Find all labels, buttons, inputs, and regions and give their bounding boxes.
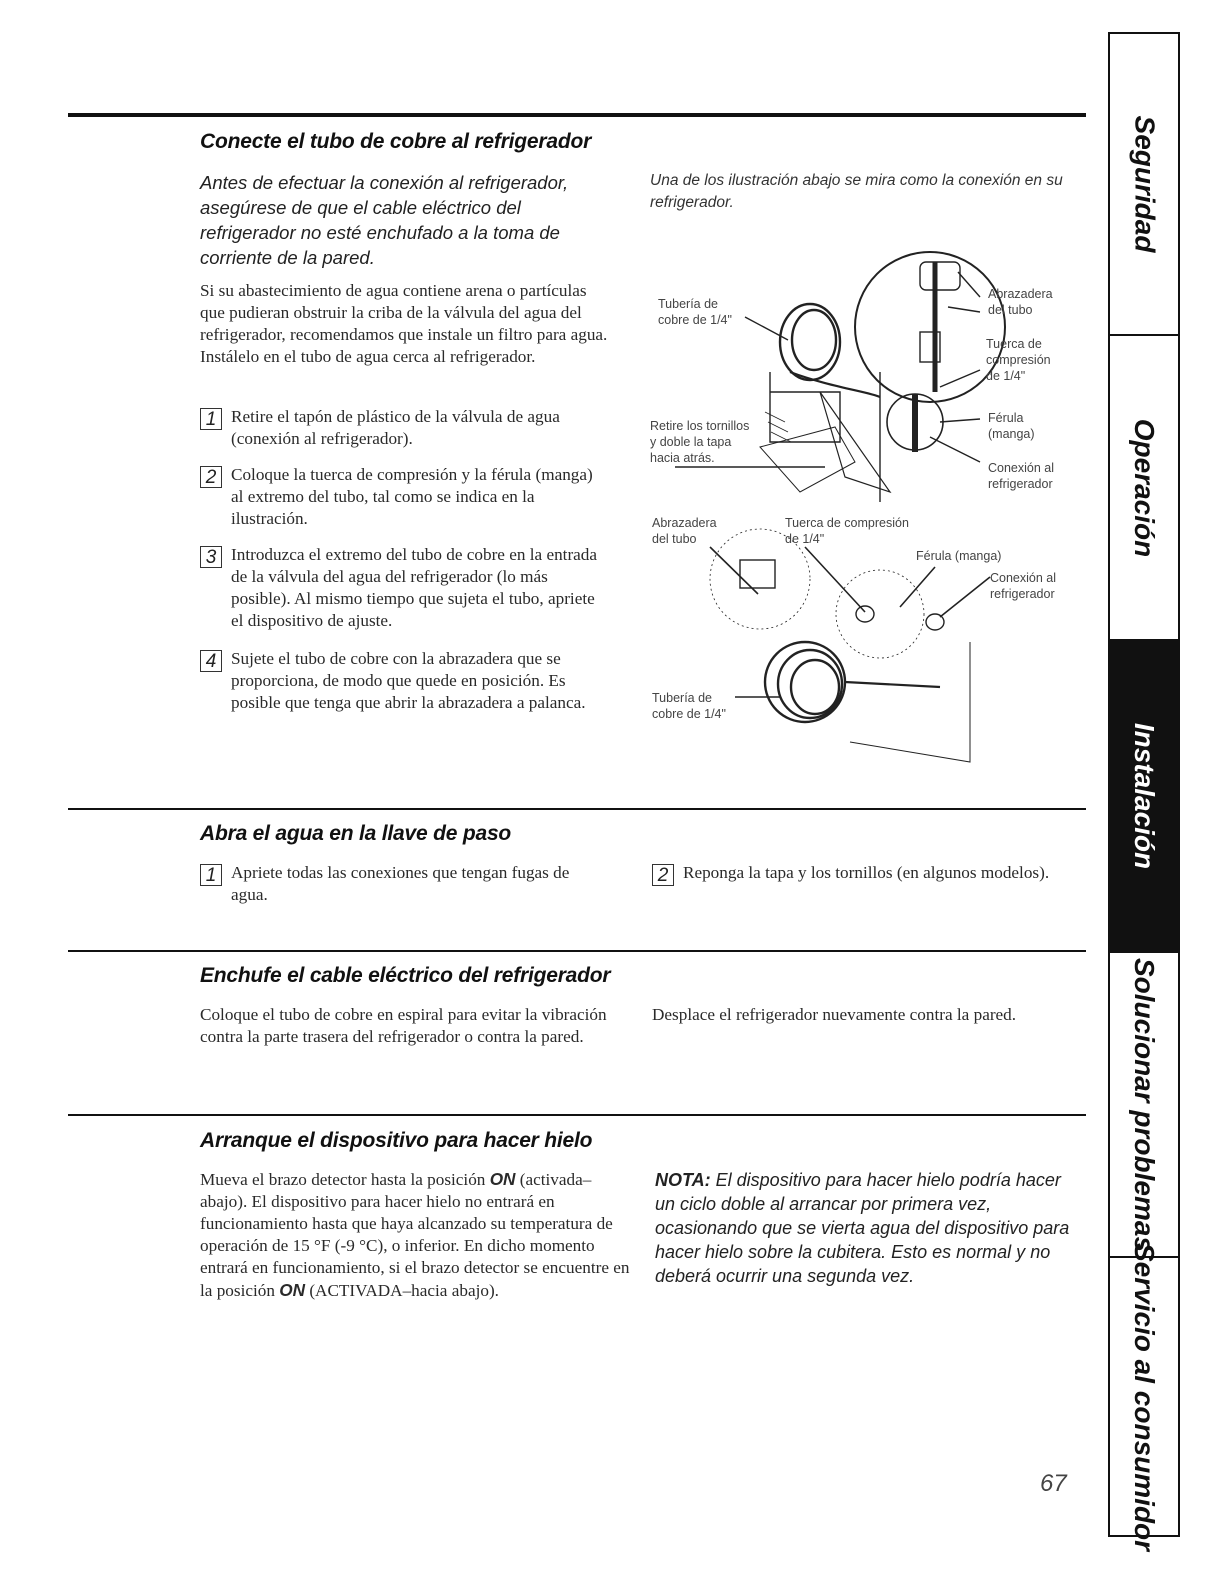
on-label: ON bbox=[489, 1169, 516, 1189]
step-text: Reponga la tapa y los tornillos (en algunos modelos). bbox=[683, 863, 1050, 882]
icemaker-paragraph bbox=[200, 1168, 630, 1302]
label-tuberia-top-1: Tubería de bbox=[658, 297, 718, 311]
step-number: 1 bbox=[200, 864, 222, 886]
page-number: 67 bbox=[1040, 1470, 1067, 1497]
section-title-plug: Enchufe el cable eléctrico del refrigerador bbox=[200, 964, 611, 987]
icemaker-text-2: (activada–abajo). El dispositivo para hacer hielo no entrará en funcionamiento hasta que haya alcanzado su temperatura de operación de 15 °F (-9 °C), o inferior. En dicho momento entrará en funcionamiento, si el brazo detector se encuentre en la posición bbox=[200, 1170, 630, 1300]
tab-label: Seguridad bbox=[1129, 115, 1161, 253]
label-tuerca-bot-1: Tuerca de compresión bbox=[785, 516, 909, 530]
connect-step-3 bbox=[200, 544, 605, 632]
label-tuberia-bot-1: Tubería de bbox=[652, 691, 712, 705]
step-number: 1 bbox=[200, 408, 222, 430]
section-rule-plug bbox=[68, 950, 1086, 952]
nota-text: El dispositivo para hacer hielo podría hacer un ciclo doble al arrancar por primera vez, ocasionando que se vierta agua del dispositivo para hacer hielo sobre la cubitera. Esto es normal y no deberá ocurrir una segunda vez. bbox=[655, 1170, 1070, 1286]
step-text: Apriete todas las conexiones que tengan fugas de agua. bbox=[231, 863, 570, 904]
tab-label: Solucionar problemas bbox=[1129, 957, 1161, 1252]
plug-right-text: Desplace el refrigerador nuevamente contra la pared. bbox=[652, 1005, 1017, 1024]
label-abrazadera-bot-2: del tubo bbox=[652, 532, 697, 546]
water-step-2 bbox=[652, 862, 1057, 884]
plug-left-text: Coloque el tubo de cobre en espiral para evitar la vibración contra la parte trasera del refrigerador o contra la pared. bbox=[200, 1005, 607, 1046]
tab-seguridad[interactable] bbox=[1110, 34, 1178, 334]
label-conexion-bot-2: refrigerador bbox=[990, 587, 1055, 601]
connect-step-2 bbox=[200, 464, 605, 530]
step-text: Introduzca el extremo del tubo de cobre en la entrada de la válvula del agua del refrigerador (lo más posible). Al mismo tiempo que sujeta el tubo, apriete el dispositivo de ajuste. bbox=[231, 545, 598, 630]
connect-step-4 bbox=[200, 648, 605, 714]
warning-text: Antes de efectuar la conexión al refrigerador, asegúrese de que el cable eléctrico del refrigerador no esté enchufado a la toma de corriente de la pared. bbox=[200, 172, 569, 268]
tab-servicio-al-consumidor[interactable] bbox=[1110, 1242, 1178, 1551]
step-number: 3 bbox=[200, 546, 222, 568]
section-title-icemaker: Arranque el dispositivo para hacer hielo bbox=[200, 1129, 593, 1152]
step-number: 2 bbox=[200, 466, 222, 488]
tab-operacion[interactable] bbox=[1110, 334, 1178, 639]
label-conexion-top-2: refrigerador bbox=[988, 477, 1053, 491]
label-tuerca-top-1: Tuerca de bbox=[986, 337, 1042, 351]
step-text: Retire el tapón de plástico de la válvula de agua (conexión al refrigerador). bbox=[231, 407, 560, 448]
figure-caption: Una de los ilustración abajo se mira como la conexión en su refrigerador. bbox=[650, 172, 1063, 211]
water-step-1 bbox=[200, 862, 605, 906]
label-ferula-bot: Férula (manga) bbox=[916, 549, 1002, 563]
tab-label: Operación bbox=[1129, 418, 1161, 557]
label-abrazadera-top-1: Abrazadera bbox=[988, 287, 1053, 301]
tab-label: Instalación bbox=[1129, 722, 1161, 870]
nota-paragraph bbox=[655, 1168, 1080, 1288]
label-abrazadera-top-2: del tubo bbox=[988, 303, 1033, 317]
section-title-connect: Conecte el tubo de cobre al refrigerador bbox=[200, 130, 592, 153]
label-tuerca-top-2: compresión bbox=[986, 353, 1051, 367]
icemaker-text-1: Mueva el brazo detector hasta la posición bbox=[200, 1170, 490, 1189]
connection-illustration bbox=[640, 222, 1085, 777]
tab-solucionar-problemas[interactable] bbox=[1110, 951, 1178, 1256]
section-title-water: Abra el agua en la llave de paso bbox=[200, 822, 512, 845]
label-tuerca-top-3: de 1/4" bbox=[986, 369, 1026, 383]
label-tuberia-top-2: cobre de 1/4" bbox=[658, 313, 732, 327]
connect-step-1 bbox=[200, 406, 605, 450]
icemaker-text-3: (ACTIVADA–hacia abajo). bbox=[305, 1281, 499, 1300]
label-tuberia-bot-2: cobre de 1/4" bbox=[652, 707, 726, 721]
section-rule-icemaker bbox=[68, 1114, 1086, 1116]
nota-label: NOTA: bbox=[655, 1170, 711, 1190]
label-tuerca-bot-2: de 1/4" bbox=[785, 532, 825, 546]
intro-paragraph: Si su abastecimiento de agua contiene arena o partículas que pudieran obstruir la criba de la válvula del agua del refrigerador, recomendamos que instale un filtro para agua. Instálelo en el tubo de agua cerca al refrigerador. bbox=[200, 281, 608, 366]
label-abrazadera-bot-1: Abrazadera bbox=[652, 516, 717, 530]
label-retire-1: Retire los tornillos bbox=[650, 419, 750, 433]
label-ferula-top-2: (manga) bbox=[988, 427, 1035, 441]
section-rule-water bbox=[68, 808, 1086, 810]
step-number: 2 bbox=[652, 864, 674, 886]
step-text: Sujete el tubo de cobre con la abrazadera que se proporciona, de modo que quede en posición. Es posible que tenga que abrir la abrazadera a palanca. bbox=[231, 649, 586, 712]
tab-label: Servicio al consumidor bbox=[1129, 1242, 1161, 1551]
label-ferula-top-1: Férula bbox=[988, 411, 1024, 425]
step-text: Coloque la tuerca de compresión y la férula (manga) al extremo del tubo, tal como se indica en la ilustración. bbox=[231, 465, 593, 528]
label-retire-2: y doble la tapa bbox=[650, 435, 732, 449]
label-conexion-bot-1: Conexión al bbox=[990, 571, 1057, 585]
step-number: 4 bbox=[200, 650, 222, 672]
label-retire-3: hacia atrás. bbox=[650, 451, 715, 465]
label-conexion-top-1: Conexión al bbox=[988, 461, 1055, 475]
top-rule bbox=[68, 113, 1086, 117]
on-label: ON bbox=[279, 1280, 306, 1300]
section-tabs bbox=[1108, 32, 1180, 1551]
tab-instalacion[interactable] bbox=[1110, 639, 1178, 951]
